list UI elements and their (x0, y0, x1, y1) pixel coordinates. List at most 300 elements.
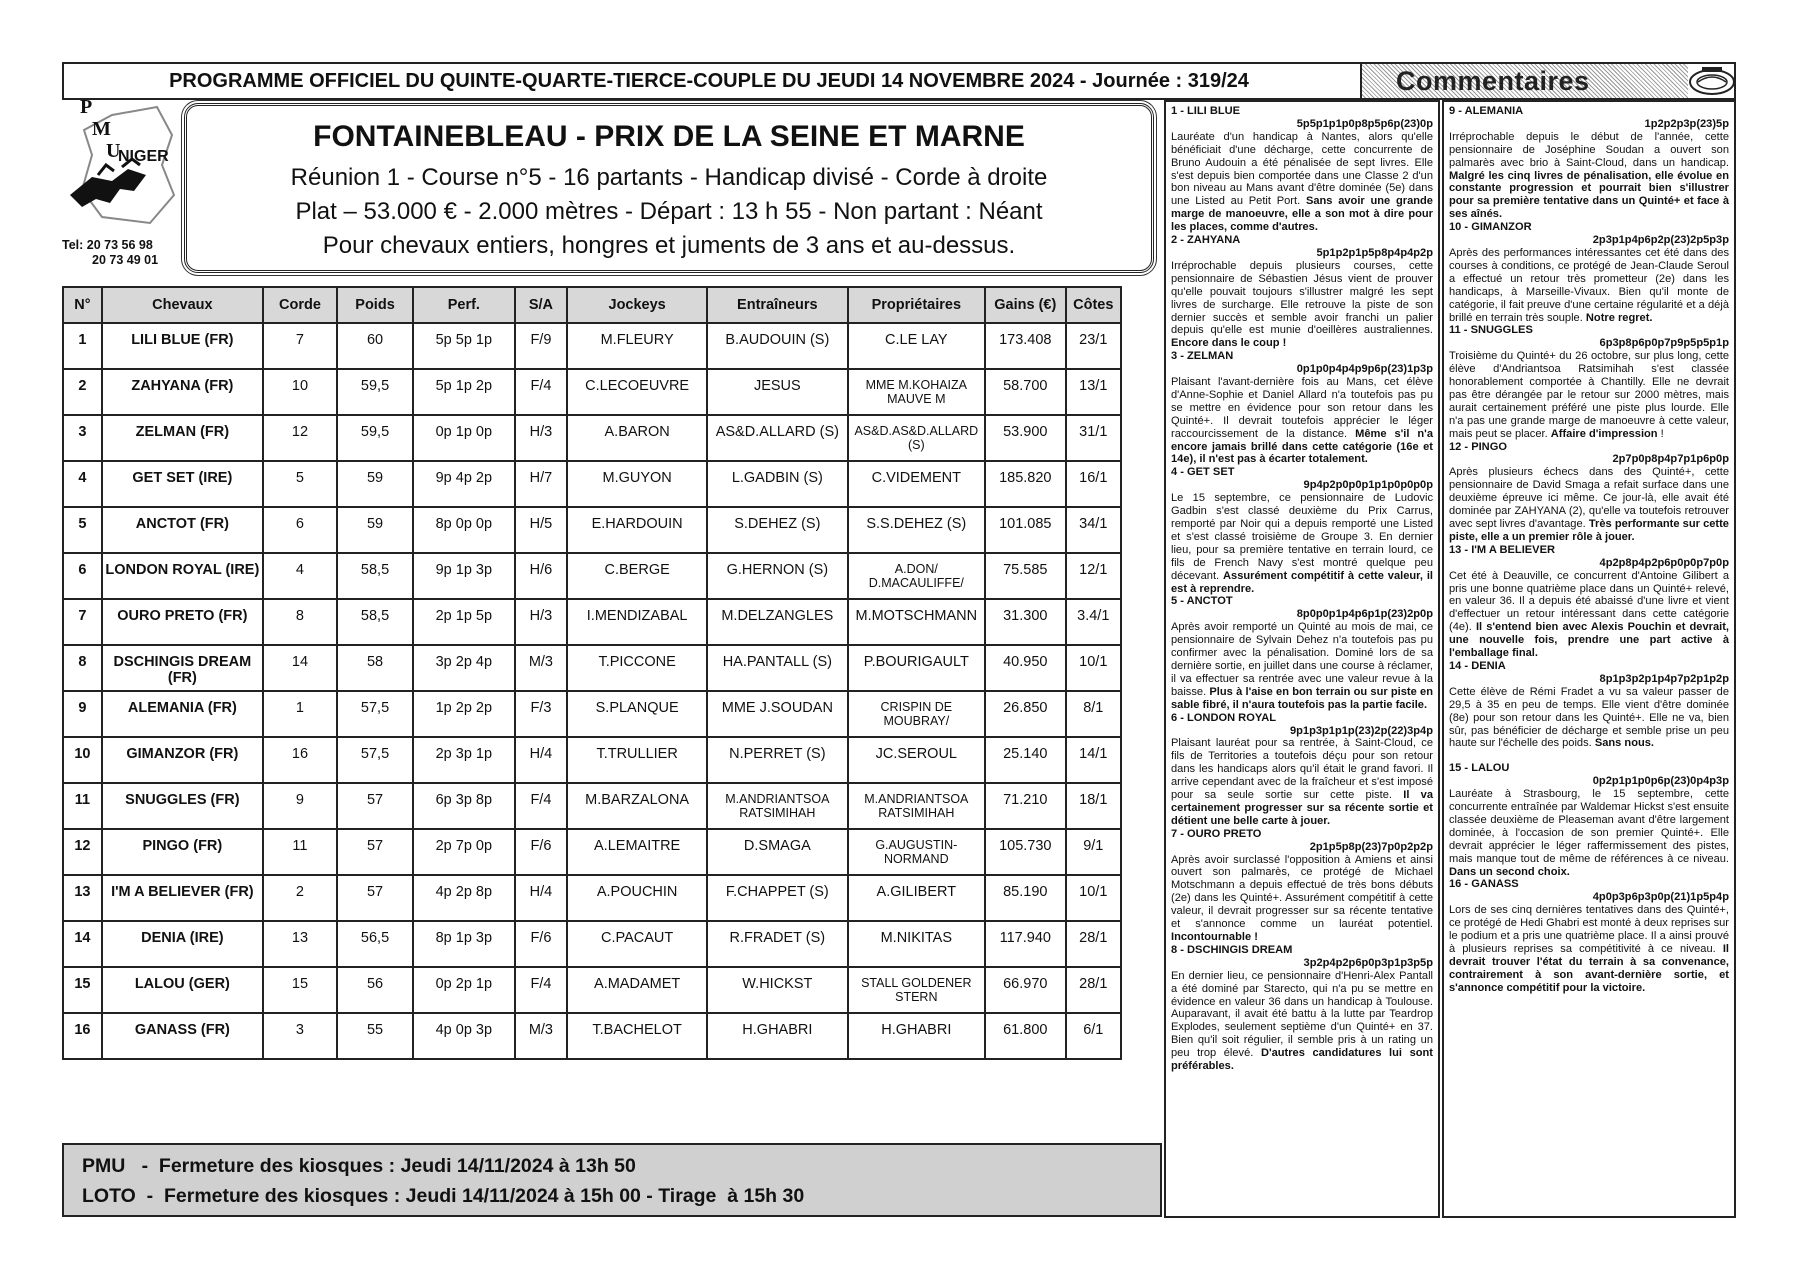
cell-owner: P.BOURIGAULT (848, 645, 985, 691)
cell-jockey: C.LECOEUVRE (567, 369, 707, 415)
cell-form: 3p 2p 4p (413, 645, 515, 691)
table-row (63, 323, 1121, 369)
cell-number: 5 (63, 507, 102, 553)
cell-number: 2 (63, 369, 102, 415)
table-row (63, 369, 1121, 415)
table-row (63, 829, 1121, 875)
cell-odds: 13/1 (1066, 369, 1121, 415)
cell-jockey: M.GUYON (567, 461, 707, 507)
comment-body: En dernier lieu, ce pensionnaire d'Henri-Alex Pantall a été dominé par Starecto, qui n'a pu se mettre en évidence en valeur 36 dans un handicap à Toulouse. Auparavant, il avait été battu à la lutte par Teardrop Explodes, seulement septième d'un Quinté+ en 37. Bien qu'il soit régulier, il semble pris à un rating un peu trop élevé. (1171, 969, 1433, 1060)
comments-column-left (1164, 100, 1440, 1218)
cell-draw: 1 (263, 691, 337, 737)
cell-sex-age: M/3 (515, 645, 567, 691)
comment-body: Cet été à Deauville, ce concurrent d'Antoine Gilibert a pris une bonne quatrième place dans un Quinté+ relevé, en valeur 36. Il a depuis été abaissé d'une livre et vient d'effectuer un retour intéressant dans cette catégorie (4e). (1449, 569, 1729, 634)
cell-owner: C.LE LAY (848, 323, 985, 369)
comment-text (1171, 737, 1433, 827)
comment-verdict: Notre regret. (1585, 311, 1653, 324)
table-row (63, 553, 1121, 599)
cell-trainer: G.HERNON (S) (707, 553, 847, 599)
comment-horse-heading: 11 - SNUGGLES (1449, 324, 1533, 337)
cell-owner: MME M.KOHAIZA MAUVE M (848, 369, 985, 415)
cell-earnings: 105.730 (985, 829, 1066, 875)
loto-closing-time: LOTO - Fermeture des kiosques : Jeudi 14/11/2024 à 15h 00 - Tirage à 15h 30 (82, 1185, 805, 1207)
pmu-logo-letter-p: P (80, 96, 93, 118)
cell-earnings: 58.700 (985, 369, 1066, 415)
cell-horse: OURO PRETO (FR) (102, 599, 263, 645)
pmu-closing-time: PMU - Fermeture des kiosques : Jeudi 14/11/2024 à 13h 50 (82, 1155, 636, 1177)
cell-number: 3 (63, 415, 102, 461)
comment-form-string: 2p7p0p8p4p7p1p6p0p (1612, 453, 1729, 466)
comment-verdict: Il s'entend bien avec Alexis Pouchin et devrait, une nouvelle fois, prendre une part active à l'emballage final. (1449, 621, 1729, 660)
comment-horse-heading: 10 - GIMANZOR (1449, 221, 1532, 234)
cell-number: 16 (63, 1013, 102, 1059)
comment-form-string: 2p3p1p4p6p2p(23)2p5p3p (1592, 234, 1729, 247)
race-conditions: Pour chevaux entiers, hongres et juments de 3 ans et au-dessus. (322, 232, 1016, 259)
page-title: PROGRAMME OFFICIEL DU QUINTE-QUARTE-TIERCE-COUPLE DU JEUDI 14 NOVEMBRE 2024 - Journée : 319/24 (169, 70, 1249, 92)
table-row (63, 737, 1121, 783)
comment-body: Après avoir remporté un Quinté au mois de mai, ce pensionnaire de Sylvain Dehez n'a toutefois pas pu confirmer avec la pénalisation. Dominé lors de sa dernière sortie, en juillet dans une course à réclamer, il va effectuer sa rentrée avec une valeur revue à la baisse. (1171, 621, 1433, 698)
cell-weight: 59 (337, 507, 413, 553)
cell-number: 4 (63, 461, 102, 507)
cell-horse: LONDON ROYAL (IRE) (102, 553, 263, 599)
cell-earnings: 185.820 (985, 461, 1066, 507)
col-header-number: N° (63, 287, 102, 323)
comment-block (1449, 105, 1729, 221)
pmu-phone-numbers (62, 238, 182, 268)
runners-table (62, 286, 1122, 1060)
cell-odds: 28/1 (1066, 967, 1121, 1013)
comment-verdict: Plus à l'aise en bon terrain ou sur piste en sable fibré, il n'aura toutefois pas la partie facile. (1171, 685, 1433, 711)
cell-draw: 13 (263, 921, 337, 967)
cell-number: 6 (63, 553, 102, 599)
comment-text (1171, 492, 1433, 595)
comment-body: Irréprochable depuis le début de l'année, cette pensionnaire de Joséphine Soudan a ouvert son palmarès avec brio à Saint-Cloud, dans un handicap. (1449, 130, 1729, 169)
cell-weight: 58,5 (337, 553, 413, 599)
comment-horse-heading: 8 - DSCHINGIS DREAM (1171, 943, 1293, 956)
cell-weight: 59,5 (337, 415, 413, 461)
cell-earnings: 31.300 (985, 599, 1066, 645)
cell-horse: LILI BLUE (FR) (102, 323, 263, 369)
cell-sex-age: F/4 (515, 783, 567, 829)
cell-sex-age: F/6 (515, 921, 567, 967)
cell-sex-age: M/3 (515, 1013, 567, 1059)
cell-number: 10 (63, 737, 102, 783)
comment-text (1171, 854, 1433, 944)
race-title-box (184, 103, 1154, 273)
race-title: FONTAINEBLEAU - PRIX DE LA SEINE ET MARNE (313, 120, 1025, 153)
comment-horse-heading: 16 - GANASS (1449, 878, 1519, 891)
cell-trainer: MME J.SOUDAN (707, 691, 847, 737)
cell-earnings: 71.210 (985, 783, 1066, 829)
cell-number: 13 (63, 875, 102, 921)
cell-form: 2p 1p 5p (413, 599, 515, 645)
cell-number: 12 (63, 829, 102, 875)
cell-number: 11 (63, 783, 102, 829)
cell-draw: 8 (263, 599, 337, 645)
cell-earnings: 173.408 (985, 323, 1066, 369)
cell-sex-age: F/6 (515, 829, 567, 875)
comment-verdict: Affaire d'impression (1550, 427, 1658, 440)
comment-horse-heading: 7 - OURO PRETO (1171, 827, 1262, 840)
comment-body: Troisième du Quinté+ du 26 octobre, sur plus long, cette élève d'Andriantsoa Ratsimihah s'est classée honorablement comportée à Chantilly. Elle ne devrait pas être dérangée par le retour sur 2000 mètres, mais aurait certainement préféré une piste plus lourde. Elle n'a pas une grande marge de manoeuvre à cette valeur, mais peut se placer. (1449, 350, 1729, 440)
table-row (63, 1013, 1121, 1059)
comment-text (1449, 904, 1729, 994)
comment-horse-heading: 9 - ALEMANIA (1449, 105, 1524, 117)
cell-odds: 31/1 (1066, 415, 1121, 461)
comment-verdict: D'autres candidatures lui sont préférables. (1171, 1047, 1433, 1073)
comment-text (1171, 131, 1433, 234)
cell-horse: ALEMANIA (FR) (102, 691, 263, 737)
comment-block (1171, 712, 1433, 828)
pmu-phone-line1: Tel: 20 73 56 98 (62, 238, 153, 252)
cell-draw: 9 (263, 783, 337, 829)
comment-block (1171, 350, 1433, 466)
cell-odds: 12/1 (1066, 553, 1121, 599)
cell-trainer: H.GHABRI (707, 1013, 847, 1059)
cell-sex-age: H/4 (515, 875, 567, 921)
cell-weight: 57,5 (337, 737, 413, 783)
cell-jockey: T.BACHELOT (567, 1013, 707, 1059)
table-row (63, 921, 1121, 967)
comment-verdict: Sans avoir une grande marge de manoeuvre, elle a son mot à dire pour les places, comme d'autres. (1171, 195, 1433, 234)
cell-owner: H.GHABRI (848, 1013, 985, 1059)
cell-trainer: L.GADBIN (S) (707, 461, 847, 507)
cell-jockey: S.PLANQUE (567, 691, 707, 737)
cell-earnings: 85.190 (985, 875, 1066, 921)
comment-text (1449, 350, 1729, 440)
cell-earnings: 25.140 (985, 737, 1066, 783)
cell-owner: S.S.DEHEZ (S) (848, 507, 985, 553)
comment-verdict: Il va certainement progresser sur sa récente sortie et détient une belle carte à jouer. (1171, 789, 1433, 827)
cell-odds: 28/1 (1066, 921, 1121, 967)
col-header-owners: Propriétaires (848, 287, 985, 323)
cell-earnings: 53.900 (985, 415, 1066, 461)
comment-block (1171, 595, 1433, 711)
cell-draw: 12 (263, 415, 337, 461)
cell-horse: ZAHYANA (FR) (102, 369, 263, 415)
comment-horse-heading: 2 - ZAHYANA (1171, 234, 1241, 247)
cell-horse: DSCHINGIS DREAM (FR) (102, 645, 263, 691)
pmu-logo-word-niger: NIGER (118, 148, 169, 165)
cell-sex-age: F/9 (515, 323, 567, 369)
cell-owner: M.ANDRIANTSOA RATSIMIHAH (848, 783, 985, 829)
table-row (63, 645, 1121, 691)
col-header-horses: Chevaux (102, 287, 263, 323)
table-row (63, 415, 1121, 461)
cell-trainer: W.HICKST (707, 967, 847, 1013)
cell-odds: 8/1 (1066, 691, 1121, 737)
cell-form: 2p 3p 1p (413, 737, 515, 783)
cell-trainer: JESUS (707, 369, 847, 415)
col-header-earnings: Gains (€) (985, 287, 1066, 323)
comment-text (1171, 970, 1433, 1073)
cell-horse: I'M A BELIEVER (FR) (102, 875, 263, 921)
col-header-draw: Corde (263, 287, 337, 323)
cell-jockey: C.BERGE (567, 553, 707, 599)
pmu-niger-logo-icon (62, 95, 182, 235)
cell-draw: 15 (263, 967, 337, 1013)
table-row (63, 783, 1121, 829)
cell-form: 0p 1p 0p (413, 415, 515, 461)
comment-verdict: Encore dans le coup ! (1171, 337, 1287, 350)
cell-odds: 6/1 (1066, 1013, 1121, 1059)
cell-weight: 57,5 (337, 691, 413, 737)
closing-times-footer (62, 1143, 1162, 1217)
comment-block (1449, 878, 1729, 994)
cell-draw: 6 (263, 507, 337, 553)
comment-block (1171, 234, 1433, 350)
cell-form: 2p 7p 0p (413, 829, 515, 875)
table-row (63, 691, 1121, 737)
cell-form: 9p 4p 2p (413, 461, 515, 507)
comment-verdict: Sans nous. (1594, 737, 1655, 750)
comment-text (1171, 376, 1433, 466)
table-row (63, 875, 1121, 921)
cell-odds: 16/1 (1066, 461, 1121, 507)
cell-jockey: M.BARZALONA (567, 783, 707, 829)
comment-text (1449, 570, 1729, 660)
comment-form-string: 0p1p0p4p4p9p6p(23)1p3p (1296, 363, 1433, 376)
comment-body: Après des performances intéressantes cet été dans des courses à conditions, ce protégé de Jean-Claude Seroul a effectué un retour très prometteur (2e) dans les handicaps, à Marseille-Vivaux. Bien qu'il monte de catégorie, il fait preuve d'une certaine régularité et a déjà brillé en terrain très souple. (1449, 246, 1729, 324)
cell-trainer: F.CHAPPET (S) (707, 875, 847, 921)
comment-form-string: 0p2p1p1p0p6p(23)0p4p3p (1592, 775, 1729, 788)
comment-form-string: 4p2p8p4p2p6p0p0p7p0p (1599, 556, 1729, 569)
comment-block (1171, 944, 1433, 1073)
comment-form-string: 1p2p2p3p(23)5p (1644, 117, 1729, 130)
cell-trainer: M.ANDRIANTSOA RATSIMIHAH (707, 783, 847, 829)
cell-form: 1p 2p 2p (413, 691, 515, 737)
cell-weight: 58,5 (337, 599, 413, 645)
cell-odds: 23/1 (1066, 323, 1121, 369)
cell-sex-age: H/4 (515, 737, 567, 783)
cell-trainer: S.DEHEZ (S) (707, 507, 847, 553)
cell-weight: 59 (337, 461, 413, 507)
cell-form: 5p 5p 1p (413, 323, 515, 369)
comment-form-string: 8p0p0p1p4p6p1p(23)2p0p (1296, 608, 1433, 621)
cell-horse: ZELMAN (FR) (102, 415, 263, 461)
comment-form-string: 5p1p2p1p5p8p4p4p2p (1316, 246, 1433, 259)
comment-horse-heading: 6 - LONDON ROYAL (1171, 711, 1276, 724)
cell-trainer: B.AUDOUIN (S) (707, 323, 847, 369)
cell-horse: PINGO (FR) (102, 829, 263, 875)
cell-horse: GET SET (IRE) (102, 461, 263, 507)
comment-form-string: 4p0p3p6p3p0p(21)1p5p4p (1592, 891, 1729, 904)
comment-body: Le 15 septembre, ce pensionnaire de Ludovic Gadbin s'est classé deuxième du Prix Carrus, remporté par Noir qui a depuis remporté une Listed et s'est classé troisième de Groupe 3. En dernier lieu, pour sa première tentative en terrain lourd, ce fils de French Navy s'est montré quelque peu décevant. (1171, 492, 1433, 582)
comment-text (1449, 466, 1729, 543)
header-bar (62, 62, 1736, 100)
comment-block (1449, 441, 1729, 544)
cell-horse: SNUGGLES (FR) (102, 783, 263, 829)
cell-earnings: 101.085 (985, 507, 1066, 553)
comment-form-string: 8p1p3p2p1p4p7p2p1p2p (1599, 672, 1729, 685)
cell-weight: 55 (337, 1013, 413, 1059)
comment-body: Après plusieurs échecs dans des Quinté+, cette pensionnaire de David Smaga a refait surface dans une deuxième épreuve ici même. Ce jour-là, elle avait été dominée par ZAHYANA (2), qu'elle va toutefois retrouver avec sept livres d'avantage. (1449, 466, 1729, 530)
cell-jockey: M.FLEURY (567, 323, 707, 369)
cell-sex-age: F/4 (515, 369, 567, 415)
cell-number: 14 (63, 921, 102, 967)
comment-verdict: Même s'il n'a encore jamais brillé dans cette catégorie (16e et 14e), il n'est pas à écarter totalement. (1171, 427, 1433, 466)
comment-horse-heading: 14 - DENIA (1449, 659, 1506, 672)
comment-body: Lors de ses cinq dernières tentatives dans des Quinté+, ce protégé de Hedi Ghabri est monté à deux reprises sur le podium et a pris une quatrième place. Il a ainsi prouvé à plusieurs reprises sa compétitivité à ce niveau. (1449, 904, 1729, 955)
table-header-row (63, 287, 1121, 323)
comment-body: Cette élève de Rémi Fradet a vu sa valeur passer de 29,5 à 35 en peu de temps. Elle vient d'être dominée (8e) pour son retour dans les Quinté+. Elle ne va, bien sûr, pas bénéficier de décharge et semble prise un peu haute sur l'échelle des poids. (1449, 685, 1729, 750)
comment-form-string: 2p1p5p8p(23)7p0p2p2p (1309, 840, 1433, 853)
comment-text (1449, 788, 1729, 878)
comment-verdict: Assurément compétitif à cette valeur, il est à reprendre. (1171, 569, 1433, 595)
pmu-logo-letter-m: M (92, 118, 111, 140)
comment-text (1449, 686, 1729, 751)
comment-block (1449, 324, 1729, 440)
cell-owner: M.NIKITAS (848, 921, 985, 967)
cell-sex-age: H/3 (515, 415, 567, 461)
comment-form-string: 3p2p4p2p6p0p3p1p3p5p (1303, 956, 1433, 969)
comment-verdict: Il devrait trouver l'état du terrain à sa convenance, contrairement à son avant-dernière sortie, et s'annonce compétitif pour la victoire. (1449, 943, 1729, 994)
cell-number: 9 (63, 691, 102, 737)
cell-owner: CRISPIN DE MOUBRAY/ (848, 691, 985, 737)
comment-block (1449, 544, 1729, 660)
comment-verdict: Très performante sur cette piste, elle a un premier rôle à jouer. (1449, 518, 1729, 543)
cell-form: 8p 0p 0p (413, 507, 515, 553)
comment-block (1449, 221, 1729, 324)
table-row (63, 967, 1121, 1013)
cell-horse: GANASS (FR) (102, 1013, 263, 1059)
cell-jockey: A.POUCHIN (567, 875, 707, 921)
cell-draw: 4 (263, 553, 337, 599)
comment-body: Après avoir surclassé l'opposition à Amiens et ainsi ouvert son palmarès, ce protégé de Michael Motschmann a depuis effectué de très bons débuts (2e) dans les Quinté+. Assurément compétitif à cette valeur, il devrait progresser sur sa récente tentative et s'annonce comme un lauréat potentiel. (1171, 853, 1433, 931)
cell-draw: 16 (263, 737, 337, 783)
race-details-line2: Plat – 53.000 € - 2.000 mètres - Départ : 13 h 55 - Non partant : Néant (295, 198, 1043, 225)
cell-trainer: AS&D.ALLARD (S) (707, 415, 847, 461)
comment-form-string: 9p4p2p0p0p1p1p0p0p0p (1303, 479, 1433, 492)
cell-odds: 14/1 (1066, 737, 1121, 783)
cell-weight: 60 (337, 323, 413, 369)
cell-odds: 18/1 (1066, 783, 1121, 829)
cell-trainer: M.DELZANGLES (707, 599, 847, 645)
comments-column-right (1442, 100, 1736, 1218)
cell-weight: 57 (337, 829, 413, 875)
cell-draw: 11 (263, 829, 337, 875)
comment-verdict: Malgré les cinq livres de pénalisation, elle évolue en constante progression et pourrait bien s'illustrer pour sa première tentative dans un Quinté+ et face à ses aînés. (1449, 169, 1729, 221)
cell-horse: DENIA (IRE) (102, 921, 263, 967)
cell-jockey: A.LEMAITRE (567, 829, 707, 875)
cell-odds: 10/1 (1066, 875, 1121, 921)
comment-horse-heading: 5 - ANCTOT (1171, 595, 1233, 608)
cell-horse: GIMANZOR (FR) (102, 737, 263, 783)
table-row (63, 599, 1121, 645)
comment-horse-heading: 15 - LALOU (1449, 762, 1510, 775)
comment-text (1171, 621, 1433, 711)
cell-owner: M.MOTSCHMANN (848, 599, 985, 645)
comment-form-string: 5p5p1p1p0p8p5p6p(23)0p (1296, 117, 1433, 130)
cell-form: 8p 1p 3p (413, 921, 515, 967)
cell-form: 5p 1p 2p (413, 369, 515, 415)
cell-draw: 5 (263, 461, 337, 507)
cell-number: 15 (63, 967, 102, 1013)
cell-owner: AS&D.AS&D.ALLARD (S) (848, 415, 985, 461)
table-row (63, 507, 1121, 553)
cell-sex-age: H/7 (515, 461, 567, 507)
comment-block (1171, 466, 1433, 595)
cell-form: 9p 1p 3p (413, 553, 515, 599)
cell-jockey: T.PICCONE (567, 645, 707, 691)
cell-form: 6p 3p 8p (413, 783, 515, 829)
col-header-form: Perf. (413, 287, 515, 323)
cell-jockey: A.MADAMET (567, 967, 707, 1013)
cell-weight: 57 (337, 875, 413, 921)
comment-block (1449, 762, 1729, 878)
comment-body: Plaisant l'avant-dernière fois au Mans, cet élève d'Anne-Sophie et Daniel Allard n'a toutefois pas pu se mettre en évidence pour son retour dans les Quinté+. Il devrait toutefois apprécier le léger raccourcissement de la distance. (1171, 376, 1433, 440)
cell-trainer: HA.PANTALL (S) (707, 645, 847, 691)
cell-sex-age: F/4 (515, 967, 567, 1013)
cell-sex-age: H/5 (515, 507, 567, 553)
cell-odds: 34/1 (1066, 507, 1121, 553)
comment-horse-heading: 12 - PINGO (1449, 440, 1507, 453)
cell-odds: 9/1 (1066, 829, 1121, 875)
cell-form: 4p 2p 8p (413, 875, 515, 921)
cell-earnings: 75.585 (985, 553, 1066, 599)
cell-weight: 58 (337, 645, 413, 691)
cell-number: 7 (63, 599, 102, 645)
cell-draw: 7 (263, 323, 337, 369)
col-header-odds: Côtes (1066, 287, 1121, 323)
comment-horse-heading: 4 - GET SET (1171, 466, 1235, 479)
cell-horse: ANCTOT (FR) (102, 507, 263, 553)
lonase-logo-icon (1688, 66, 1736, 96)
cell-draw: 10 (263, 369, 337, 415)
cell-sex-age: H/6 (515, 553, 567, 599)
cell-jockey: A.BARON (567, 415, 707, 461)
race-details-line1: Réunion 1 - Course n°5 - 16 partants - Handicap divisé - Corde à droite (290, 164, 1048, 191)
comment-block (1449, 660, 1729, 750)
cell-earnings: 26.850 (985, 691, 1066, 737)
comment-horse-heading: 13 - I'M A BELIEVER (1449, 543, 1555, 556)
comment-body: Plaisant lauréat pour sa rentrée, à Saint-Cloud, ce fils de Territories a toutefois déçu pour son retour dans les handicaps alors qu'il était le grand favori. Il arrive cependant avec de la fraîcheur et s'est imposé pour sa seule sortie sur cette piste. (1171, 737, 1433, 802)
comment-verdict: Incontournable ! (1171, 931, 1258, 943)
cell-draw: 3 (263, 1013, 337, 1059)
comment-form-string: 6p3p8p6p0p7p9p5p5p1p (1599, 337, 1729, 350)
cell-sex-age: H/3 (515, 599, 567, 645)
cell-jockey: I.MENDIZABAL (567, 599, 707, 645)
cell-earnings: 40.950 (985, 645, 1066, 691)
comment-body: Lauréate à Strasbourg, le 15 septembre, cette concurrente entraînée par Waldemar Hickst s'est ensuite classée deuxième de Pleaseman avant d'être largement dominée, à l'occasion de son premier Quinté+. Elle devrait apprécier le léger raffermissement des pistes, mais manque tout de même de références à ce niveau. (1449, 788, 1729, 865)
cell-jockey: T.TRULLIER (567, 737, 707, 783)
cell-sex-age: F/3 (515, 691, 567, 737)
comment-form-string: 9p1p3p1p1p(23)2p(22)3p4p (1289, 724, 1433, 737)
cell-owner: JC.SEROUL (848, 737, 985, 783)
cell-number: 1 (63, 323, 102, 369)
col-header-trainers: Entraîneurs (707, 287, 847, 323)
comment-body: Irréprochable depuis plusieurs courses, cette pensionnaire de Sébastien Jésus vient de prouver qu'elle pouvait toujours s'illustrer malgré les sept livres de surcharge. Elle retrouve la piste de son dernier succès et semble avoir franchi un palier depuis qu'elle est munie d'oeillères australiennes. (1171, 259, 1433, 337)
cell-horse: LALOU (GER) (102, 967, 263, 1013)
col-header-sex-age: S/A (515, 287, 567, 323)
cell-owner: A.GILIBERT (848, 875, 985, 921)
cell-form: 4p 0p 3p (413, 1013, 515, 1059)
cell-jockey: C.PACAUT (567, 921, 707, 967)
cell-owner: STALL GOLDENER STERN (848, 967, 985, 1013)
comment-verdict: Dans un second choix. (1449, 865, 1570, 878)
comment-body: Lauréate d'un handicap à Nantes, alors qu'elle bénéficiait d'une décharge, cette concurrente de Bruno Audouin a été pénalisée de sept livres. Elle s'est depuis bien comportée dans une Classe 2 d'un bon niveau au Mans avant d'être dominée (5e) dans une Listed au Petit Port. (1171, 130, 1433, 208)
comment-horse-heading: 1 - LILI BLUE (1171, 105, 1241, 117)
comment-tail: ! (1657, 427, 1664, 440)
comment-block (1171, 105, 1433, 234)
cell-owner: C.VIDEMENT (848, 461, 985, 507)
cell-weight: 56,5 (337, 921, 413, 967)
cell-number: 8 (63, 645, 102, 691)
col-header-weight: Poids (337, 287, 413, 323)
cell-trainer: N.PERRET (S) (707, 737, 847, 783)
cell-owner: A.DON/ D.MACAULIFFE/ (848, 553, 985, 599)
cell-owner: G.AUGUSTIN-NORMAND (848, 829, 985, 875)
